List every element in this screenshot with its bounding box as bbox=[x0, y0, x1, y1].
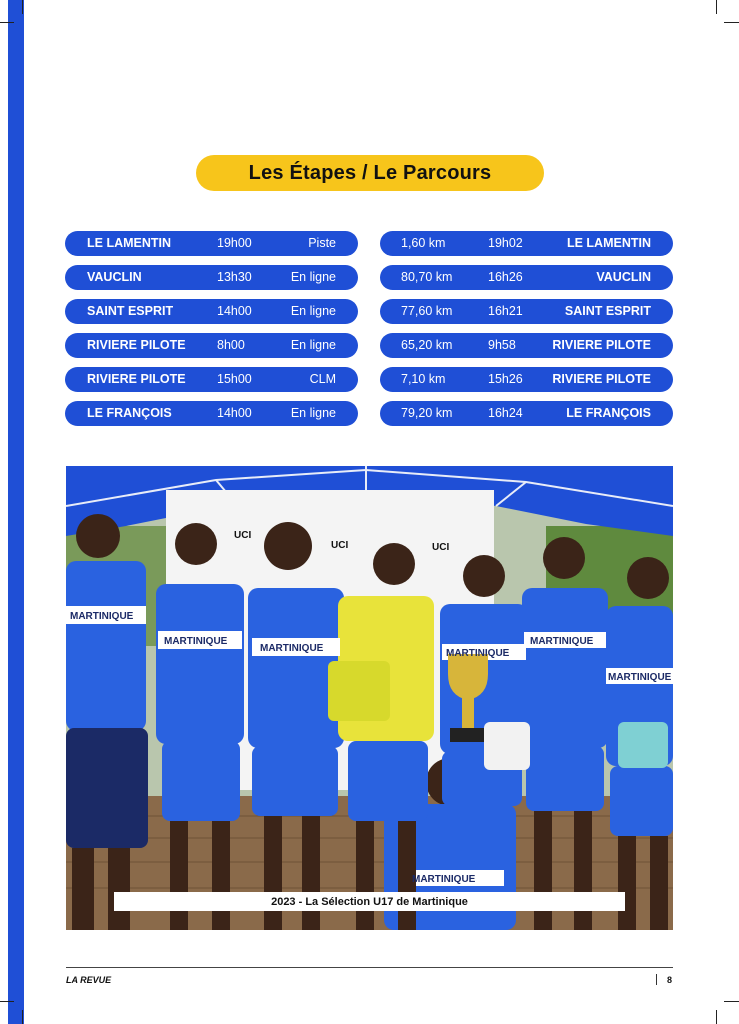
photo-caption: 2023 - La Sélection U17 de Martinique bbox=[271, 895, 468, 908]
stage-city: LE LAMENTIN bbox=[87, 236, 172, 250]
stage-row bbox=[65, 401, 358, 426]
jersey-text: MARTINIQUE bbox=[446, 648, 510, 659]
jersey-text: MARTINIQUE bbox=[530, 636, 594, 647]
result-time: 19h02 bbox=[488, 236, 523, 250]
result-city: LE FRANÇOIS bbox=[566, 406, 651, 420]
banner-text: UCI bbox=[331, 540, 349, 551]
crop-mark bbox=[716, 0, 717, 14]
result-distance: 80,70 km bbox=[401, 270, 453, 284]
stage-type: CLM bbox=[309, 372, 336, 386]
result-distance: 79,20 km bbox=[401, 406, 453, 420]
crop-mark bbox=[716, 1010, 717, 1024]
stage-type: En ligne bbox=[290, 338, 336, 352]
result-time: 15h26 bbox=[488, 372, 523, 386]
stage-time: 8h00 bbox=[217, 338, 245, 352]
result-time: 16h24 bbox=[488, 406, 523, 420]
photo-caption-box bbox=[114, 892, 625, 911]
results-column bbox=[380, 231, 673, 435]
crop-mark bbox=[22, 1010, 23, 1024]
jersey-text: MARTINIQUE bbox=[608, 672, 672, 683]
result-city: RIVIERE PILOTE bbox=[552, 338, 651, 352]
team-photo-illustration bbox=[66, 466, 673, 930]
stage-city: VAUCLIN bbox=[87, 270, 142, 284]
result-time: 16h21 bbox=[488, 304, 523, 318]
stage-time: 15h00 bbox=[217, 372, 252, 386]
stage-type: En ligne bbox=[290, 406, 336, 420]
blue-side-strip bbox=[8, 0, 24, 1024]
jersey-text: MARTINIQUE bbox=[164, 636, 228, 647]
page-number: 8 bbox=[667, 975, 673, 985]
result-row bbox=[380, 333, 673, 358]
stage-time: 14h00 bbox=[217, 406, 252, 420]
result-row bbox=[380, 367, 673, 392]
result-time: 16h26 bbox=[488, 270, 523, 284]
crop-mark bbox=[0, 22, 14, 23]
stage-city: LE FRANÇOIS bbox=[87, 406, 172, 420]
team-photo bbox=[66, 466, 673, 930]
stage-type: Piste bbox=[308, 236, 336, 250]
result-row bbox=[380, 299, 673, 324]
result-city: LE LAMENTIN bbox=[566, 236, 651, 250]
stage-row bbox=[65, 265, 358, 290]
jersey-text: MARTINIQUE bbox=[412, 874, 476, 885]
section-title-pill bbox=[196, 155, 544, 191]
result-city: VAUCLIN bbox=[596, 270, 651, 284]
footer-separator bbox=[656, 974, 657, 985]
result-city: SAINT ESPRIT bbox=[564, 304, 651, 318]
stage-type: En ligne bbox=[290, 304, 336, 318]
crop-mark bbox=[724, 22, 739, 23]
result-row bbox=[380, 265, 673, 290]
banner-text: UCI bbox=[432, 542, 450, 553]
result-distance: 7,10 km bbox=[401, 372, 446, 386]
stage-city: RIVIERE PILOTE bbox=[87, 338, 186, 352]
stage-type: En ligne bbox=[290, 270, 336, 284]
publication-name: LA REVUE bbox=[66, 975, 112, 985]
stages-column bbox=[65, 231, 358, 435]
crop-mark bbox=[724, 1001, 739, 1002]
stage-city: SAINT ESPRIT bbox=[87, 304, 174, 318]
footer-divider bbox=[66, 967, 673, 968]
result-row bbox=[380, 401, 673, 426]
stage-row bbox=[65, 367, 358, 392]
jersey-text: MARTINIQUE bbox=[70, 611, 134, 622]
result-distance: 1,60 km bbox=[401, 236, 446, 250]
crop-mark bbox=[22, 0, 23, 14]
stage-time: 19h00 bbox=[217, 236, 252, 250]
stage-row bbox=[65, 333, 358, 358]
result-distance: 65,20 km bbox=[401, 338, 453, 352]
crop-mark bbox=[0, 1001, 14, 1002]
banner-text: UCI bbox=[234, 530, 252, 541]
stage-city: RIVIERE PILOTE bbox=[87, 372, 186, 386]
result-row bbox=[380, 231, 673, 256]
result-city: RIVIERE PILOTE bbox=[552, 372, 651, 386]
result-time: 9h58 bbox=[488, 338, 516, 352]
result-distance: 77,60 km bbox=[401, 304, 453, 318]
jersey-text: MARTINIQUE bbox=[260, 643, 324, 654]
stage-time: 13h30 bbox=[217, 270, 252, 284]
section-title: Les Étapes / Le Parcours bbox=[248, 161, 492, 184]
stage-row bbox=[65, 299, 358, 324]
stage-row bbox=[65, 231, 358, 256]
stage-time: 14h00 bbox=[217, 304, 252, 318]
